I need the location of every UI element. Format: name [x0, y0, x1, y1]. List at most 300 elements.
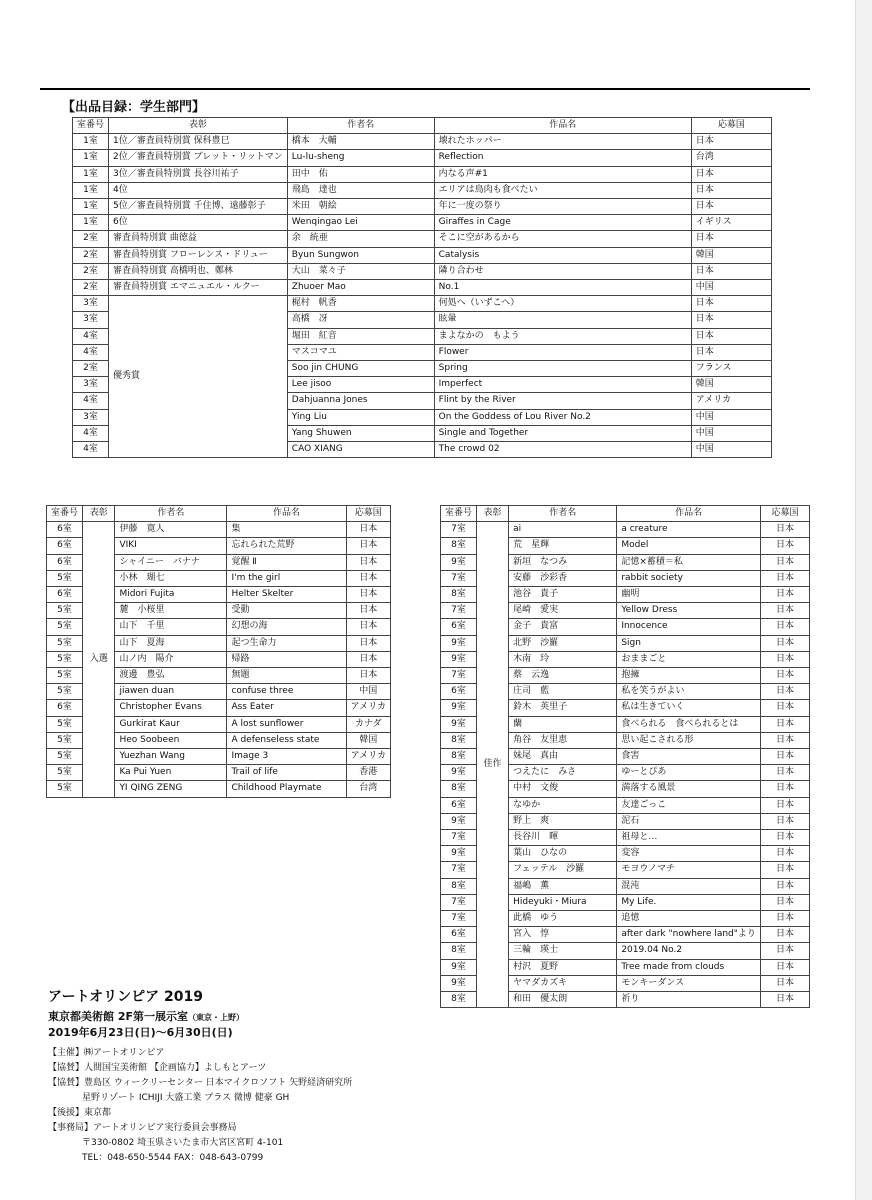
artist-cell: 葉山 ひなの: [509, 846, 617, 862]
work-cell: まよなかの もよう: [434, 328, 691, 344]
country-cell: 日本: [346, 554, 390, 570]
artist-cell: Gurkirat Kaur: [115, 716, 227, 732]
work-cell: 覚醒 Ⅱ: [227, 554, 346, 570]
artist-cell: マスコマユ: [287, 344, 434, 360]
footer: [48, 990, 352, 1166]
column-header: 応募国: [346, 506, 390, 522]
country-cell: 中国: [691, 409, 771, 425]
work-cell: 2019.04 No.2: [617, 943, 761, 959]
artist-cell: ai: [509, 522, 617, 538]
column-header: 表彰: [109, 118, 288, 134]
country-cell: 日本: [760, 749, 809, 765]
award-cell: 佳作: [477, 522, 509, 1008]
room-cell: 4室: [73, 328, 109, 344]
artist-cell: なゆか: [509, 797, 617, 813]
award-cell: 審査員特別賞 フローレンス・ドリュー: [109, 247, 288, 263]
organizer: 【主催】㈱アートオリンピア: [48, 1048, 165, 1058]
country-cell: イギリス: [691, 215, 771, 231]
artist-cell: VIKI: [115, 538, 227, 554]
artist-cell: Ka Pui Yuen: [115, 765, 227, 781]
artist-cell: Yuezhan Wang: [115, 749, 227, 765]
telephone: TEL：048-650-5544 FAX：048-643-0799: [82, 1153, 264, 1163]
artist-cell: Wenqingao Lei: [287, 215, 434, 231]
artist-cell: 北野 沙羅: [509, 635, 617, 651]
work-cell: モンキーダンス: [617, 975, 761, 991]
work-cell: ゆーとぴあ: [617, 765, 761, 781]
country-cell: 日本: [760, 522, 809, 538]
artist-cell: 三輪 瑛士: [509, 943, 617, 959]
artist-cell: 木南 玲: [509, 651, 617, 667]
artist-cell: Zhuoer Mao: [287, 280, 434, 296]
country-cell: 香港: [346, 765, 390, 781]
main-award-table: [72, 117, 772, 458]
room-cell: 6室: [47, 700, 83, 716]
table-row: [47, 522, 391, 538]
header-row: [73, 118, 772, 134]
country-cell: 日本: [346, 587, 390, 603]
column-header: 室番号: [73, 118, 109, 134]
country-cell: 日本: [346, 522, 390, 538]
country-cell: 日本: [760, 732, 809, 748]
country-cell: 韓国: [346, 732, 390, 748]
country-cell: アメリカ: [346, 700, 390, 716]
work-cell: 内なる声#1: [434, 166, 691, 182]
room-cell: 7室: [441, 570, 477, 586]
support: 【協賛】人間国宝美術館 【企画協力】よしもとアーツ: [48, 1063, 267, 1073]
artist-cell: Dahjuanna Jones: [287, 393, 434, 409]
artist-cell: 鈴木 英里子: [509, 700, 617, 716]
room-cell: 1室: [73, 182, 109, 198]
room-cell: 1室: [73, 150, 109, 166]
artist-cell: 堀田 紅音: [287, 328, 434, 344]
artist-cell: 村沢 夏野: [509, 959, 617, 975]
work-cell: 記憶×蓄積＝私: [617, 554, 761, 570]
country-cell: 日本: [760, 959, 809, 975]
work-cell: 隣り合わせ: [434, 263, 691, 279]
room-cell: 5室: [47, 732, 83, 748]
work-cell: Yellow Dress: [617, 603, 761, 619]
work-cell: No.1: [434, 280, 691, 296]
country-cell: 日本: [691, 199, 771, 215]
award-cell: 6位: [109, 215, 288, 231]
country-cell: アメリカ: [346, 749, 390, 765]
work-cell: The crowd 02: [434, 442, 691, 458]
country-cell: 日本: [691, 328, 771, 344]
work-cell: 忘れられた荒野: [227, 538, 346, 554]
work-cell: 抱擁: [617, 668, 761, 684]
venue: [48, 1009, 352, 1025]
country-cell: 日本: [760, 570, 809, 586]
award-cell: 審査員特別賞 高橋明也、鄭林: [109, 263, 288, 279]
table-row: [73, 215, 772, 231]
country-cell: 台湾: [346, 781, 390, 797]
work-cell: 何処へ（いずこへ）: [434, 296, 691, 312]
column-header: 作品名: [434, 118, 691, 134]
country-cell: 中国: [691, 280, 771, 296]
room-cell: 9室: [441, 635, 477, 651]
artist-cell: 小林 瑚七: [115, 570, 227, 586]
country-cell: 日本: [760, 684, 809, 700]
work-cell: 祖母と…: [617, 830, 761, 846]
work-cell: Childhood Playmate: [227, 781, 346, 797]
country-cell: 中国: [346, 684, 390, 700]
work-cell: 帰路: [227, 651, 346, 667]
table-row: [73, 150, 772, 166]
room-cell: 9室: [441, 554, 477, 570]
country-cell: 日本: [760, 651, 809, 667]
award-cell: 審査員特別賞 エマニュエル・ルクー: [109, 280, 288, 296]
artist-cell: 福嶋 薫: [509, 878, 617, 894]
room-cell: 6室: [441, 797, 477, 813]
country-cell: 日本: [346, 538, 390, 554]
country-cell: 日本: [346, 570, 390, 586]
work-cell: Single and Together: [434, 425, 691, 441]
room-cell: 8室: [441, 943, 477, 959]
artist-cell: 長谷川 暉: [509, 830, 617, 846]
work-cell: Sign: [617, 635, 761, 651]
room-cell: 5室: [47, 765, 83, 781]
room-cell: 6室: [47, 538, 83, 554]
country-cell: 日本: [760, 635, 809, 651]
address: 〒330-0802 埼玉県さいたま市大宮区宮町 4-101: [82, 1138, 284, 1148]
country-cell: 中国: [691, 425, 771, 441]
artist-cell: フェッテル 沙羅: [509, 862, 617, 878]
award-cell: 審査員特別賞 曲徳益: [109, 231, 288, 247]
room-cell: 9室: [441, 975, 477, 991]
country-cell: 日本: [760, 862, 809, 878]
artist-cell: Byun Sungwon: [287, 247, 434, 263]
room-cell: 5室: [47, 635, 83, 651]
work-cell: 壊れたホッパー: [434, 134, 691, 150]
award-cell: 5位／審査員特別賞 千住博、遠藤彰子: [109, 199, 288, 215]
table-row: [73, 263, 772, 279]
work-cell: 思い起こされる形: [617, 732, 761, 748]
work-cell: 泥石: [617, 813, 761, 829]
room-cell: 6室: [47, 587, 83, 603]
room-cell: 8室: [441, 878, 477, 894]
page-edge: [855, 0, 872, 1200]
work-cell: after dark "nowhere land"より: [617, 927, 761, 943]
work-cell: My Life.: [617, 894, 761, 910]
country-cell: 韓国: [691, 247, 771, 263]
venue-name: 東京都美術館 2F第一展示室: [48, 1010, 188, 1023]
room-cell: 3室: [73, 296, 109, 312]
room-cell: 9室: [441, 813, 477, 829]
work-cell: Giraffes in Cage: [434, 215, 691, 231]
room-cell: 5室: [47, 619, 83, 635]
room-cell: 1室: [73, 199, 109, 215]
room-cell: 9室: [441, 765, 477, 781]
artist-cell: 宮入 惇: [509, 927, 617, 943]
column-header: 室番号: [47, 506, 83, 522]
room-cell: 2室: [73, 361, 109, 377]
left-entry-table: [46, 505, 391, 798]
room-cell: 5室: [47, 570, 83, 586]
artist-cell: 山下 千里: [115, 619, 227, 635]
artist-cell: 新垣 なつみ: [509, 554, 617, 570]
room-cell: 8室: [441, 538, 477, 554]
table-row: [73, 134, 772, 150]
room-cell: 9室: [441, 846, 477, 862]
room-cell: 5室: [47, 749, 83, 765]
artist-cell: 角谷 友里恵: [509, 732, 617, 748]
column-header: 応募国: [760, 506, 809, 522]
artist-cell: 高橋 冴: [287, 312, 434, 328]
artist-cell: YI QING ZENG: [115, 781, 227, 797]
artist-cell: Lee jisoo: [287, 377, 434, 393]
country-cell: 日本: [760, 911, 809, 927]
country-cell: 日本: [691, 182, 771, 198]
room-cell: 5室: [47, 668, 83, 684]
work-cell: 集: [227, 522, 346, 538]
top-rule: [40, 88, 810, 90]
country-cell: 日本: [691, 296, 771, 312]
work-cell: 無題: [227, 668, 346, 684]
column-header: 作者名: [287, 118, 434, 134]
country-cell: 日本: [760, 846, 809, 862]
column-header: 応募国: [691, 118, 771, 134]
room-cell: 9室: [441, 651, 477, 667]
country-cell: 台湾: [691, 150, 771, 166]
country-cell: 日本: [760, 538, 809, 554]
artist-cell: 中村 文俊: [509, 781, 617, 797]
artist-cell: 尾崎 愛実: [509, 603, 617, 619]
artist-cell: ヤマダカズキ: [509, 975, 617, 991]
room-cell: 3室: [73, 409, 109, 425]
room-cell: 6室: [47, 554, 83, 570]
work-cell: Imperfect: [434, 377, 691, 393]
country-cell: 日本: [346, 651, 390, 667]
room-cell: 3室: [73, 312, 109, 328]
work-cell: I'm the girl: [227, 570, 346, 586]
work-cell: A lost sunflower: [227, 716, 346, 732]
country-cell: 日本: [760, 700, 809, 716]
work-cell: 私を笑うがよい: [617, 684, 761, 700]
artist-cell: Heo Soobeen: [115, 732, 227, 748]
room-cell: 8室: [441, 749, 477, 765]
work-cell: 眩暈: [434, 312, 691, 328]
artist-cell: 麓 小桜里: [115, 603, 227, 619]
artist-cell: 蘭: [509, 716, 617, 732]
artist-cell: 妹尾 真由: [509, 749, 617, 765]
table-row: [73, 166, 772, 182]
country-cell: 日本: [760, 797, 809, 813]
artist-cell: Soo jin CHUNG: [287, 361, 434, 377]
work-cell: 満落する風景: [617, 781, 761, 797]
award-cell: 2位／審査員特別賞 ブレット・リットマン: [109, 150, 288, 166]
right-entry-table: [440, 505, 810, 1008]
country-cell: 日本: [691, 312, 771, 328]
country-cell: 日本: [760, 668, 809, 684]
table-row: [441, 522, 810, 538]
work-cell: A defenseless state: [227, 732, 346, 748]
column-header: 作者名: [115, 506, 227, 522]
work-cell: 友達ごっこ: [617, 797, 761, 813]
country-cell: 中国: [691, 442, 771, 458]
artist-cell: 荒 星輝: [509, 538, 617, 554]
room-cell: 8室: [441, 781, 477, 797]
country-cell: 日本: [760, 765, 809, 781]
artist-cell: Hideyuki・Miura: [509, 894, 617, 910]
country-cell: 日本: [760, 813, 809, 829]
exhibition-dates: 2019年6月23日(日)～6月30日(日): [48, 1026, 233, 1039]
room-cell: 7室: [441, 830, 477, 846]
artist-cell: 余 統亜: [287, 231, 434, 247]
artist-cell: 渡邊 豊弘: [115, 668, 227, 684]
room-cell: 5室: [47, 603, 83, 619]
room-cell: 5室: [47, 651, 83, 667]
country-cell: 日本: [760, 878, 809, 894]
room-cell: 6室: [441, 927, 477, 943]
room-cell: 3室: [73, 377, 109, 393]
work-cell: 幽明: [617, 587, 761, 603]
work-cell: confuse three: [227, 684, 346, 700]
artist-cell: Christopher Evans: [115, 700, 227, 716]
country-cell: アメリカ: [691, 393, 771, 409]
work-cell: Trail of life: [227, 765, 346, 781]
country-cell: 日本: [760, 554, 809, 570]
work-cell: モヨウノマチ: [617, 862, 761, 878]
country-cell: 日本: [760, 619, 809, 635]
section-title: 【出品目録：学生部門】: [62, 100, 206, 115]
room-cell: 7室: [441, 603, 477, 619]
award-cell: 入選: [83, 522, 115, 797]
room-cell: 9室: [441, 716, 477, 732]
work-cell: おままごと: [617, 651, 761, 667]
room-cell: 8室: [441, 587, 477, 603]
work-cell: On the Goddess of Lou River No.2: [434, 409, 691, 425]
artist-cell: CAO XIANG: [287, 442, 434, 458]
artist-cell: 米田 朝絵: [287, 199, 434, 215]
country-cell: 日本: [760, 830, 809, 846]
award-cell: 1位／審査員特別賞 保科豊巳: [109, 134, 288, 150]
work-cell: 祈り: [617, 992, 761, 1008]
award-cell: 3位／審査員特別賞 長谷川祐子: [109, 166, 288, 182]
room-cell: 4室: [73, 442, 109, 458]
artist-cell: 梶村 帆香: [287, 296, 434, 312]
room-cell: 1室: [73, 134, 109, 150]
work-cell: Image 3: [227, 749, 346, 765]
room-cell: 2室: [73, 280, 109, 296]
work-cell: 食害: [617, 749, 761, 765]
column-header: 作者名: [509, 506, 617, 522]
sponsors-line-1: 【協賛】豊島区 ウィークリーセンター 日本マイクロソフト 矢野経済研究所: [48, 1078, 353, 1088]
country-cell: 日本: [346, 668, 390, 684]
artist-cell: 田中 佑: [287, 166, 434, 182]
artist-cell: 飛島 達也: [287, 182, 434, 198]
artist-cell: 安藤 沙彩香: [509, 570, 617, 586]
room-cell: 2室: [73, 231, 109, 247]
room-cell: 7室: [441, 911, 477, 927]
sponsors-line-2: 星野リゾート ICHIJI 大盛工業 プラス 微博 健豪 GH: [82, 1093, 290, 1103]
country-cell: 日本: [691, 263, 771, 279]
country-cell: 日本: [760, 781, 809, 797]
work-cell: 幻想の海: [227, 619, 346, 635]
work-cell: rabbit society: [617, 570, 761, 586]
artist-cell: 池谷 貴子: [509, 587, 617, 603]
work-cell: Tree made from clouds: [617, 959, 761, 975]
artist-cell: 蔡 云逸: [509, 668, 617, 684]
room-cell: 7室: [441, 862, 477, 878]
table-row: [73, 182, 772, 198]
country-cell: 日本: [760, 894, 809, 910]
work-cell: 追憶: [617, 911, 761, 927]
room-cell: 5室: [47, 684, 83, 700]
artist-cell: Yang Shuwen: [287, 425, 434, 441]
artist-cell: 大山 菜々子: [287, 263, 434, 279]
column-header: 室番号: [441, 506, 477, 522]
artist-cell: つえたに みさ: [509, 765, 617, 781]
artist-cell: 伊藤 寛人: [115, 522, 227, 538]
award-cell: 4位: [109, 182, 288, 198]
country-cell: 韓国: [691, 377, 771, 393]
room-cell: 4室: [73, 344, 109, 360]
room-cell: 7室: [441, 522, 477, 538]
table-row: [73, 231, 772, 247]
work-cell: 変容: [617, 846, 761, 862]
room-cell: 9室: [441, 700, 477, 716]
room-cell: 4室: [73, 393, 109, 409]
country-cell: 日本: [760, 603, 809, 619]
room-cell: 9室: [441, 959, 477, 975]
country-cell: 日本: [691, 166, 771, 182]
work-cell: Flower: [434, 344, 691, 360]
work-cell: a creature: [617, 522, 761, 538]
country-cell: 日本: [346, 603, 390, 619]
country-cell: 日本: [691, 231, 771, 247]
room-cell: 6室: [441, 619, 477, 635]
header-row: [441, 506, 810, 522]
table-row: [73, 296, 772, 312]
work-cell: 年に一度の祭り: [434, 199, 691, 215]
room-cell: 5室: [47, 716, 83, 732]
column-header: 表彰: [477, 506, 509, 522]
table-row: [73, 280, 772, 296]
work-cell: 起つ生命力: [227, 635, 346, 651]
work-cell: Spring: [434, 361, 691, 377]
room-cell: 5室: [47, 781, 83, 797]
header-row: [47, 506, 391, 522]
room-cell: 4室: [73, 425, 109, 441]
work-cell: Innocence: [617, 619, 761, 635]
room-cell: 8室: [441, 732, 477, 748]
work-cell: そこに空があるから: [434, 231, 691, 247]
room-cell: 2室: [73, 247, 109, 263]
venue-sub: （東京・上野）: [188, 1013, 244, 1022]
country-cell: フランス: [691, 361, 771, 377]
column-header: 表彰: [83, 506, 115, 522]
work-cell: 食べられる 食べられるとは: [617, 716, 761, 732]
artist-cell: 野上 爽: [509, 813, 617, 829]
artist-cell: 和田 優太朗: [509, 992, 617, 1008]
room-cell: 6室: [441, 684, 477, 700]
work-cell: 混沌: [617, 878, 761, 894]
artist-cell: 此橋 ゆう: [509, 911, 617, 927]
country-cell: 日本: [760, 927, 809, 943]
artist-cell: 山ノ内 陽介: [115, 651, 227, 667]
room-cell: 2室: [73, 263, 109, 279]
room-cell: 7室: [441, 668, 477, 684]
country-cell: 日本: [346, 635, 390, 651]
artist-cell: Lu-lu-sheng: [287, 150, 434, 166]
country-cell: 日本: [760, 992, 809, 1008]
column-header: 作品名: [227, 506, 346, 522]
table-row: [73, 247, 772, 263]
country-cell: 日本: [346, 619, 390, 635]
artist-cell: 山下 夏海: [115, 635, 227, 651]
work-cell: Reflection: [434, 150, 691, 166]
award-cell: 優秀賞: [109, 296, 288, 458]
